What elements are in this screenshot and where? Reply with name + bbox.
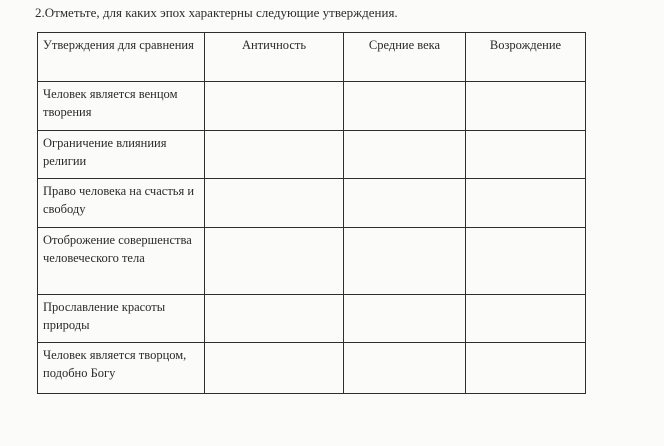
middle-ages-answer-cell[interactable] [344,343,466,394]
header-middle-ages: Средние века [344,33,466,82]
header-statements: Утверждения для сравнения [38,33,205,82]
statement-cell: Прославление красоты природы [38,295,205,343]
renaissance-answer-cell[interactable] [466,295,586,343]
middle-ages-answer-cell[interactable] [344,295,466,343]
statement-cell: Право человека на счастья и свободу [38,179,205,228]
renaissance-answer-cell[interactable] [466,228,586,295]
task-title: 2.Отметьте, для каких эпох характерны следующие утверждения. [35,5,398,20]
header-antiquity: Античность [205,33,344,82]
middle-ages-answer-cell[interactable] [344,228,466,295]
table-row [38,179,586,228]
renaissance-answer-cell[interactable] [466,82,586,131]
middle-ages-answer-cell[interactable] [344,82,466,131]
middle-ages-answer-cell[interactable] [344,131,466,179]
table-header-row [38,33,586,82]
renaissance-answer-cell[interactable] [466,179,586,228]
table-row [38,131,586,179]
statement-cell: Человек является венцом творения [38,82,205,131]
antiquity-answer-cell[interactable] [205,295,344,343]
table-row [38,295,586,343]
antiquity-answer-cell[interactable] [205,179,344,228]
antiquity-answer-cell[interactable] [205,131,344,179]
antiquity-answer-cell[interactable] [205,228,344,295]
antiquity-answer-cell[interactable] [205,343,344,394]
middle-ages-answer-cell[interactable] [344,179,466,228]
renaissance-answer-cell[interactable] [466,131,586,179]
statement-cell: Человек является творцом, подобно Богу [38,343,205,394]
table-row [38,82,586,131]
renaissance-answer-cell[interactable] [466,343,586,394]
statement-cell: Отоброжение совершенства человеческого тела [38,228,205,295]
antiquity-answer-cell[interactable] [205,82,344,131]
statement-cell: Ограничение влияниия религии [38,131,205,179]
table-row [38,343,586,394]
table-row [38,228,586,295]
epochs-comparison-table [37,32,586,394]
header-renaissance: Возрождение [466,33,586,82]
